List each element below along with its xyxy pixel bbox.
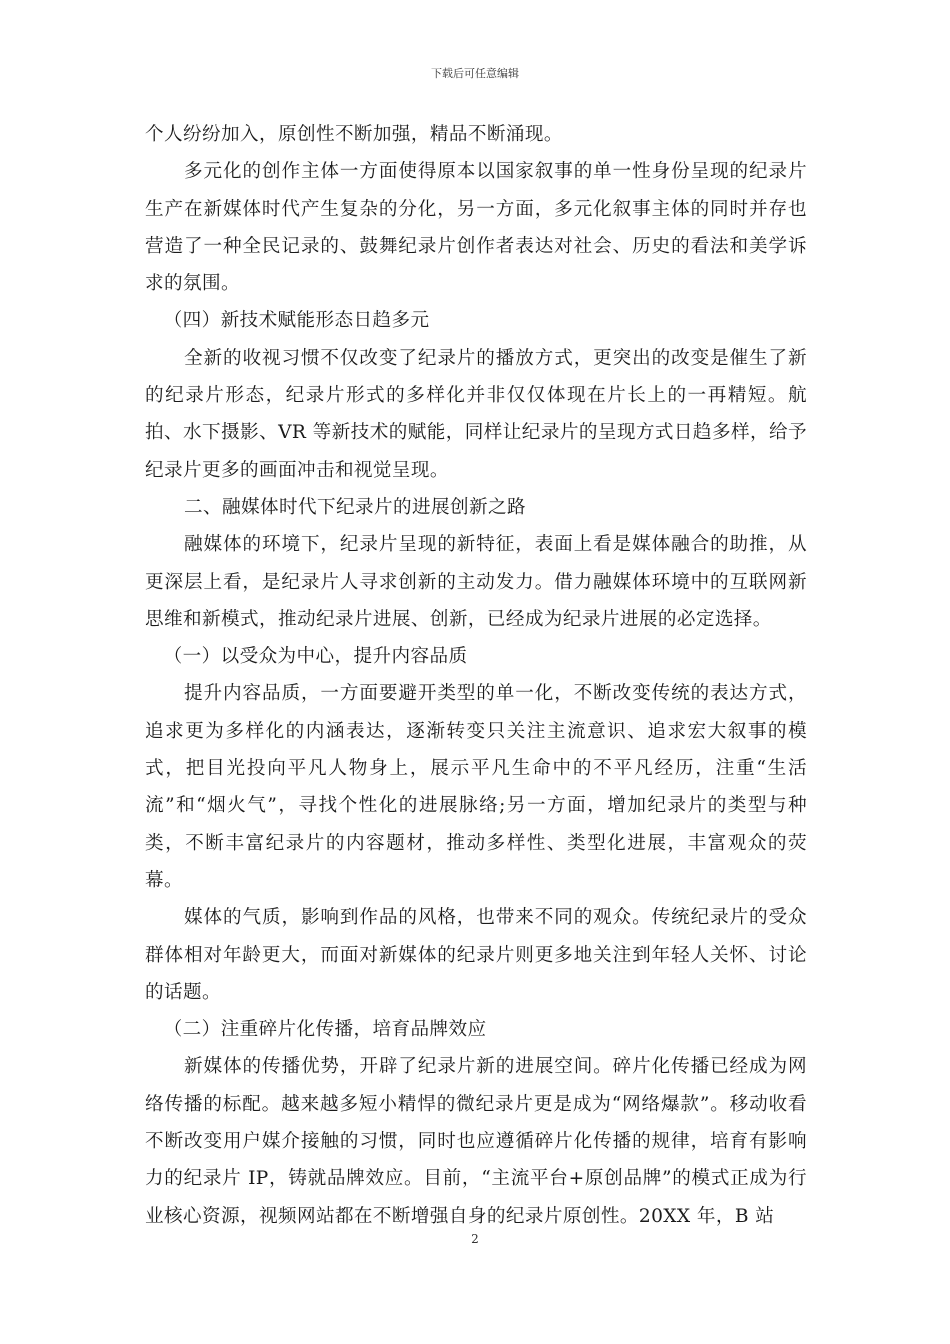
paragraph: 全新的收视习惯不仅改变了纪录片的播放方式，更突出的改变是催生了新的纪录片形态，纪录片形式的多样化并非仅仅体现在片长上的一再精短。航拍、水下摄影、VR 等新技术的赋能，同样让纪录片的呈现方式日趋多样，给予纪录片更多的画面冲击和视觉呈现。 [145, 347, 807, 481]
page-number: 2 [471, 1232, 479, 1246]
paragraph: 提升内容品质，一方面要避开类型的单一化，不断改变传统的表达方式，追求更为多样化的内涵表达，逐渐转变只关注主流意识、追求宏大叙事的模式，把目光投向平凡人物身上，展示平凡生命中的不平凡经历，注重“生活流”和“烟火气”，寻找个性化的进展脉络;另一方面，增加纪录片的类型与种类，不断丰富纪录片的内容题材，推动多样性、类型化进展，丰富观众的荧幕。 [145, 683, 807, 891]
paragraph: 融媒体的环境下，纪录片呈现的新特征，表面上看是媒体融合的助推，从更深层上看，是纪录片人寻求创新的主动发力。借力融媒体环境中的互联网新思维和新模式，推动纪录片进展、创新，已经成为纪录片进展的必定选择。 [145, 534, 807, 630]
section-heading: （一）以受众为中心，提升内容品质 [163, 646, 468, 668]
document-body [145, 116, 807, 1235]
page-header: 下载后可任意编辑 [431, 67, 519, 80]
paragraph: 多元化的创作主体一方面使得原本以国家叙事的单一性身份呈现的纪录片生产在新媒体时代产生复杂的分化，另一方面，多元化叙事主体的同时并存也营造了一种全民记录的、鼓舞纪录片创作者表达对社会、历史的看法和美学诉求的氛围。 [145, 161, 807, 295]
paragraph: 新媒体的传播优势，开辟了纪录片新的进展空间。碎片化传播已经成为网络传播的标配。越来越多短小精悍的微纪录片更是成为“网络爆款”。移动收看不断改变用户媒介接触的习惯，同时也应遵循碎片化传播的规律，培育有影响力的纪录片 IP，铸就品牌效应。目前，“主流平台+原创品牌”的模式正成为行业核心资源，视频网站都在不断增强自身的纪录片原创性。20XX 年，B 站 [145, 1056, 807, 1227]
section-heading: （四）新技术赋能形态日趋多元 [163, 310, 430, 332]
paragraph: 媒体的气质，影响到作品的风格，也带来不同的观众。传统纪录片的受众群体相对年龄更大，而面对新媒体的纪录片则更多地关注到年轻人关怀、讨论的话题。 [145, 907, 807, 1003]
chapter-heading: 二、融媒体时代下纪录片的进展创新之路 [184, 496, 526, 518]
paragraph-continuation: 个人纷纷加入，原创性不断加强，精品不断涌现。 [145, 124, 563, 145]
section-heading: （二）注重碎片化传播，培育品牌效应 [163, 1019, 487, 1041]
